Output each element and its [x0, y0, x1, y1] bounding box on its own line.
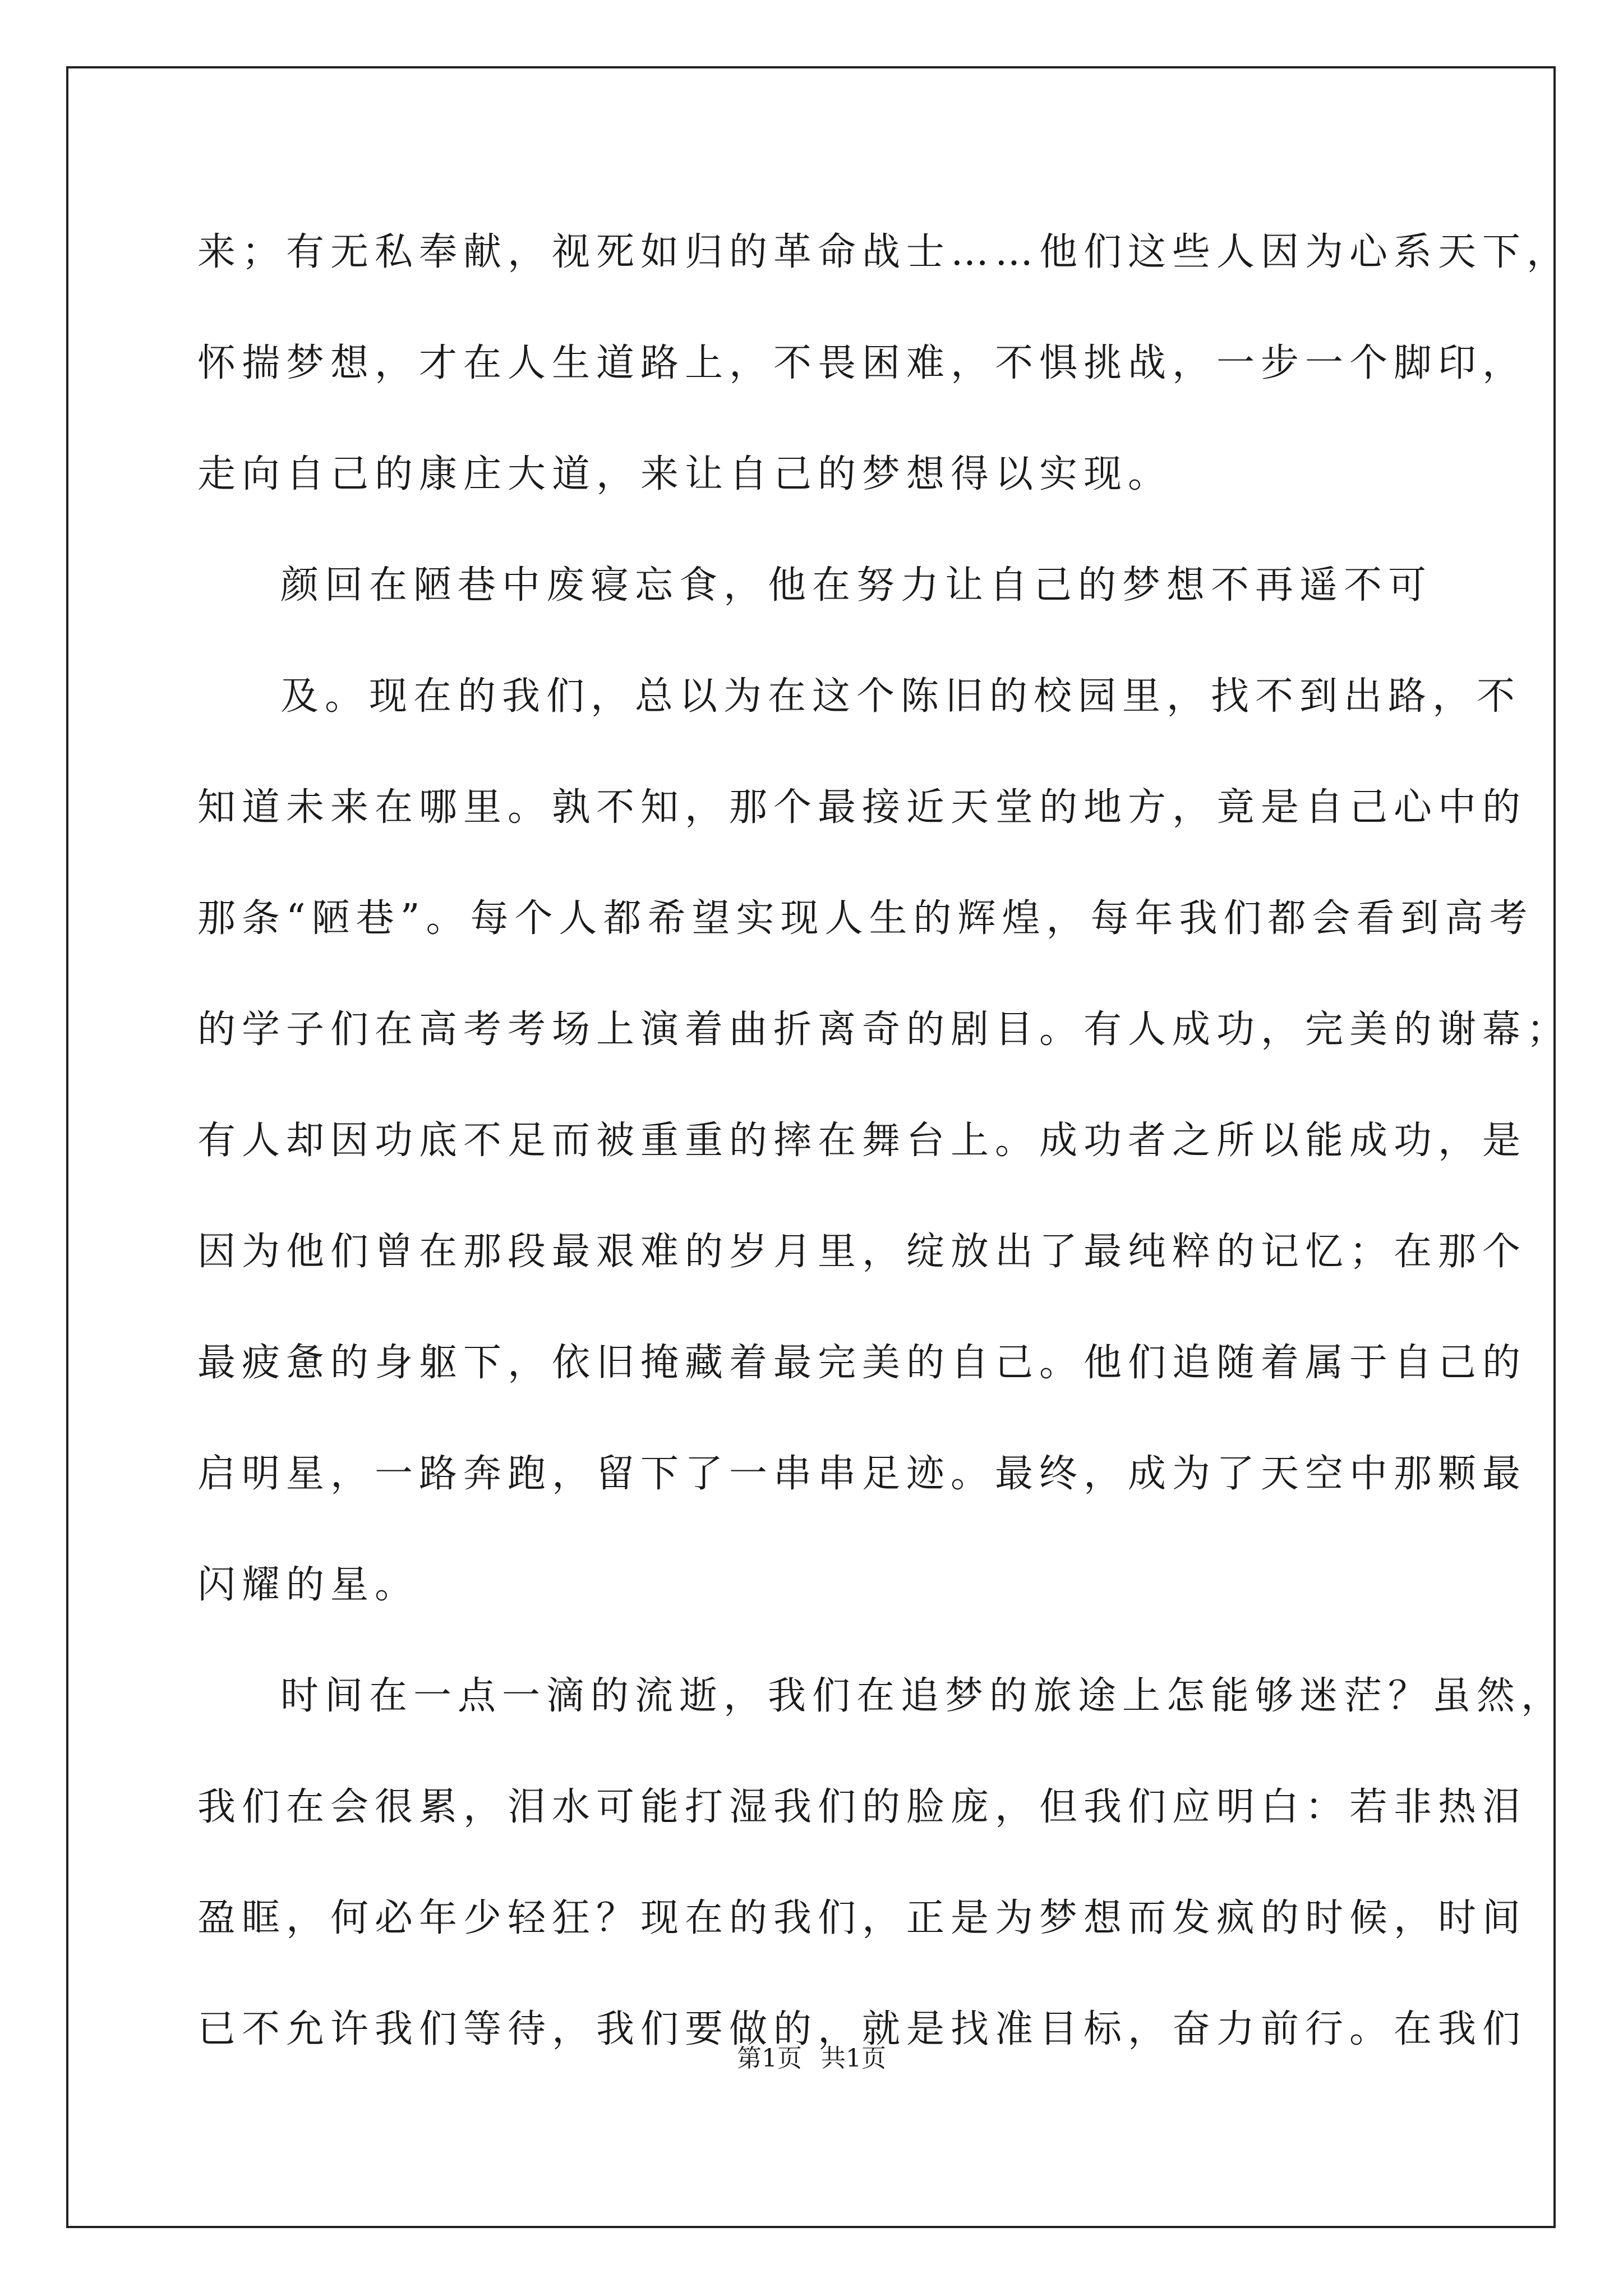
text-line: 已不允许我们等待，我们要做的，就是找准目标，奋力前行。在我们: [197, 2007, 1527, 2051]
text-line: 我们在会很累，泪水可能打湿我们的脸庞，但我们应明白：若非热泪: [197, 1785, 1527, 1829]
text-line: 启明星，一路奔跑，留下了一串串足迹。最终，成为了天空中那颗最: [197, 1452, 1527, 1496]
text-line: 最疲惫的身躯下，依旧掩藏着最完美的自己。他们追随着属于自己的: [197, 1341, 1527, 1385]
text-line: 盈眶，何必年少轻狂？现在的我们，正是为梦想而发疯的时候，时间: [197, 1896, 1527, 1940]
text-line: 因为他们曾在那段最艰难的岁月里，绽放出了最纯粹的记忆；在那个: [197, 1230, 1527, 1274]
text-line: 闪耀的星。: [197, 1563, 419, 1607]
text-line: 那条“陋巷”。每个人都希望实现人生的辉煌，每年我们都会看到高考: [197, 896, 1534, 941]
page-total: 共1页: [821, 2044, 886, 2073]
text-line: 走向自己的康庄大道，来让自己的梦想得以实现。: [197, 452, 1173, 496]
text-line: 的学子们在高考考场上演着曲折离奇的剧目。有人成功，完美的谢幕；: [197, 1007, 1571, 1052]
document-body: [197, 210, 1571, 2099]
page-footer: [0, 2042, 1623, 2076]
text-line: 怀揣梦想，才在人生道路上，不畏困难，不惧挑战，一步一个脚印，: [197, 341, 1527, 385]
text-line: 知道未来在哪里。孰不知，那个最接近天堂的地方，竟是自己心中的: [197, 785, 1527, 830]
text-line: 来；有无私奉献，视死如归的革命战士……他们这些人因为心系天下，: [197, 230, 1571, 274]
page-number: 第1页: [737, 2044, 802, 2073]
text-line: 时间在一点一滴的流逝，我们在追梦的旅途上怎能够迷茫？虽然，: [280, 1674, 1566, 1718]
text-line: 有人却因功底不足而被重重的摔在舞台上。成功者之所以能成功，是: [197, 1119, 1527, 1163]
text-line: 及。现在的我们，总以为在这个陈旧的校园里，找不到出路，不: [280, 674, 1521, 719]
text-line: 颜回在陋巷中废寝忘食，他在努力让自己的梦想不再遥不可: [280, 563, 1433, 608]
